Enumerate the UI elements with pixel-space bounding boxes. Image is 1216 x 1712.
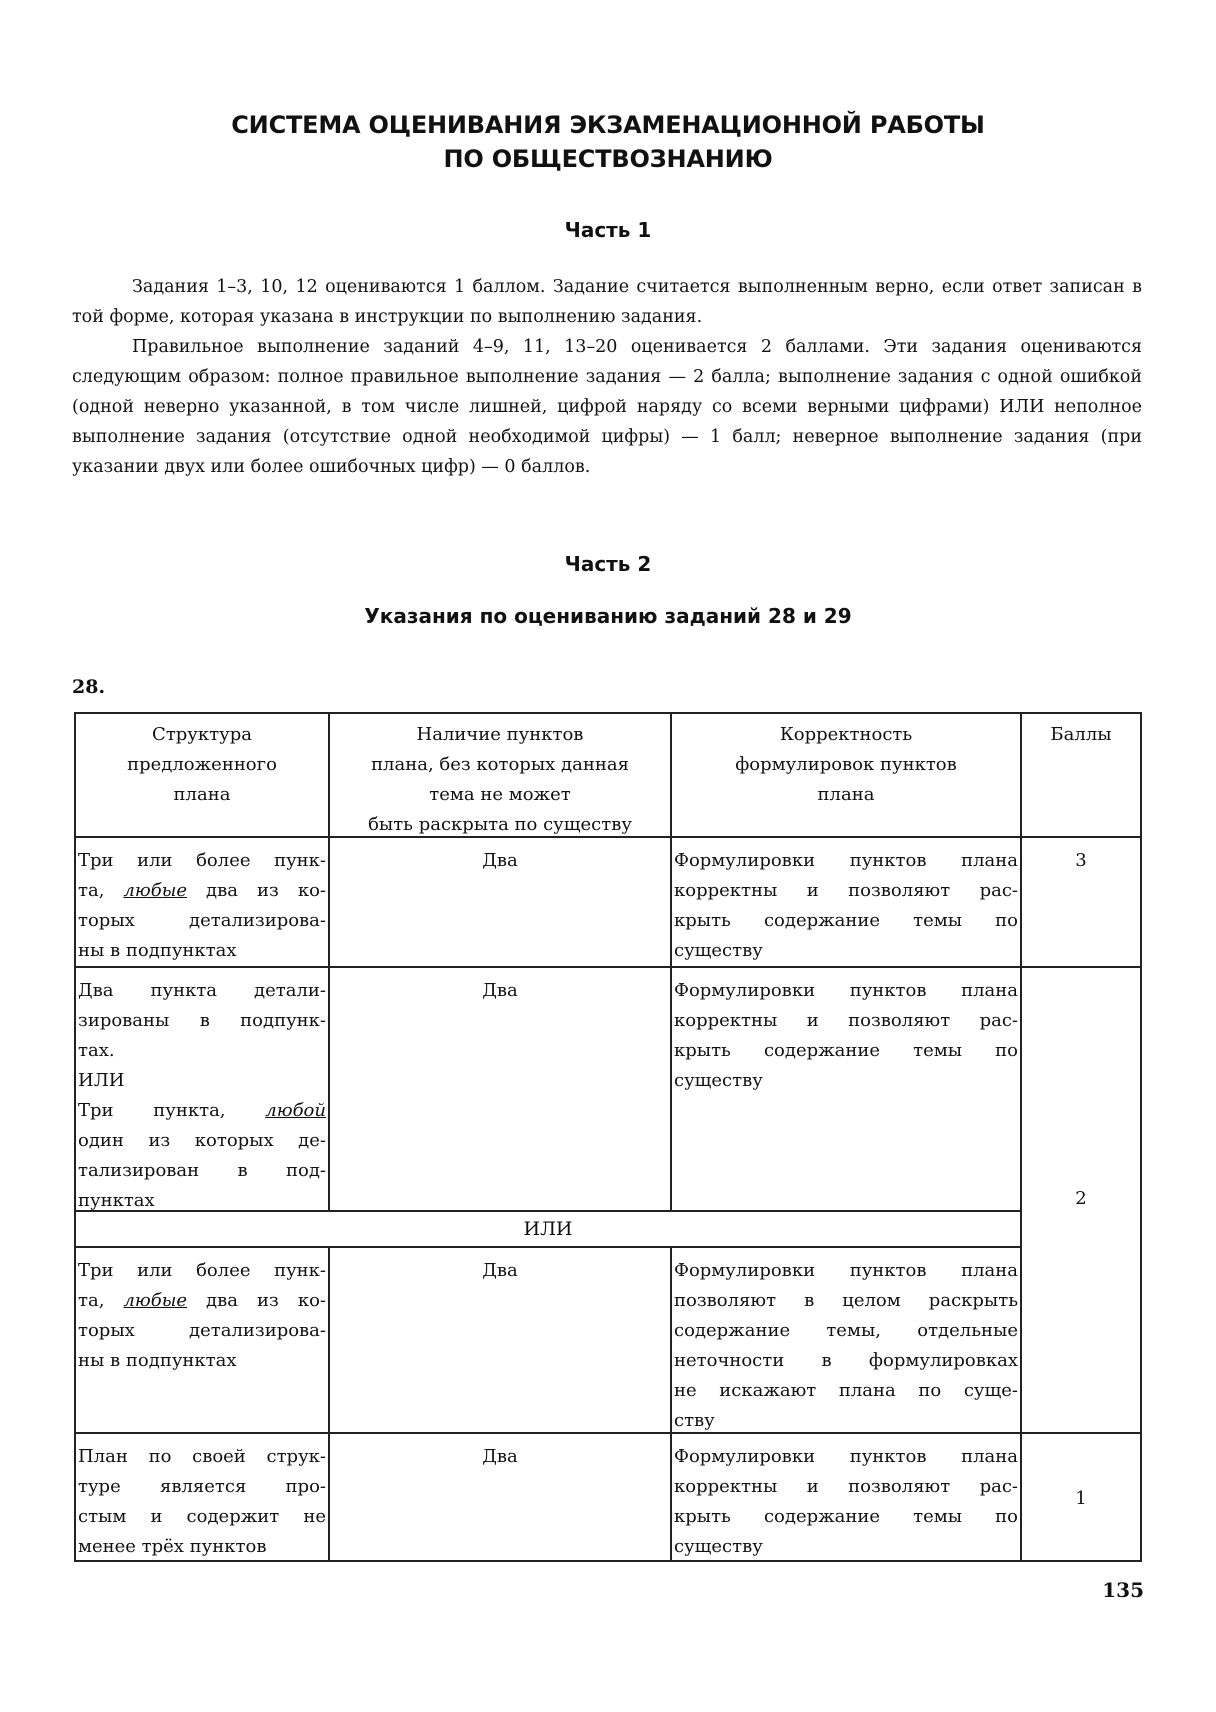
part1-heading: Часть 1: [564, 218, 652, 242]
row1-structure: Три или более пунк- та, любые два из ко- торых детализирова- ны в подпунктах: [78, 850, 326, 961]
row1-correctness: Формулировки пунктов плана корректны и позволяют рас- крыть содержание темы по существу: [674, 850, 1018, 961]
header-presence: Наличие пунктов плана, без которых данная тема не может быть раскрыта по существу: [368, 724, 632, 835]
row3-structure: Три или более пунк- та, любые два из ко- торых детализирова- ны в подпунктах: [78, 1260, 326, 1371]
header-score: Баллы: [1050, 724, 1112, 745]
header-correctness: Корректность формулировок пунктов плана: [735, 724, 957, 805]
header-structure: Структура предложенного плана: [127, 724, 277, 805]
part1-paragraph-1: Задания 1–3, 10, 12 оцениваются 1 баллом. Задание считается выполненным верно, если ответ записан в той форме, которая указана в инструкции по выполнению задания.: [72, 277, 1142, 327]
row1-presence: Два: [482, 850, 518, 871]
part2-subheading: Указания по оцениванию заданий 28 и 29: [364, 604, 852, 628]
row3-correctness: Формулировки пунктов плана позволяют в целом раскрыть содержание темы, отдельные неточности в формулировках не искажают плана по суще- ству: [674, 1260, 1018, 1431]
title-line-2: ПО ОБЩЕСТВОЗНАНИЮ: [443, 145, 773, 173]
part2-heading: Часть 2: [564, 552, 652, 576]
row4-structure: План по своей струк- туре является про- стым и содержит не менее трёх пунктов: [78, 1446, 326, 1557]
row2-presence: Два: [482, 980, 518, 1001]
page-number: 135: [1102, 1578, 1144, 1602]
row3-presence: Два: [482, 1260, 518, 1281]
row2-structure: Два пункта детали- зированы в подпунк- тах. ИЛИ Три пункта, любой один из которых де- тализирован в под- пунктах: [78, 980, 326, 1211]
row2-3-score: 2: [1075, 1188, 1087, 1209]
or-separator: ИЛИ: [523, 1218, 573, 1240]
task-number: 28.: [72, 676, 106, 698]
row1-score: 3: [1075, 850, 1087, 871]
row4-presence: Два: [482, 1446, 518, 1467]
title-line-1: СИСТЕМА ОЦЕНИВАНИЯ ЭКЗАМЕНАЦИОННОЙ РАБОТЫ: [231, 111, 985, 139]
part1-paragraph-2: Правильное выполнение заданий 4–9, 11, 13–20 оценивается 2 баллами. Эти задания оцениваются следующим образом: полное правильное выполнение задания — 2 балла; выполнение задания с одной ошибкой (одной неверно указанной, в том числе лишней, цифрой наряду со всеми верными цифрами) ИЛИ неполное выполнение задания (отсутствие одной необходимой цифры) — 1 балл; неверное выполнение задания (при указании двух или более ошибочных цифр) — 0 баллов.: [72, 337, 1142, 477]
row4-score: 1: [1075, 1488, 1087, 1509]
row2-correctness: Формулировки пунктов плана корректны и позволяют рас- крыть содержание темы по существу: [674, 980, 1018, 1091]
row4-correctness: Формулировки пунктов плана корректны и позволяют рас- крыть содержание темы по существу: [674, 1446, 1018, 1557]
page-title: [0, 108, 1216, 176]
